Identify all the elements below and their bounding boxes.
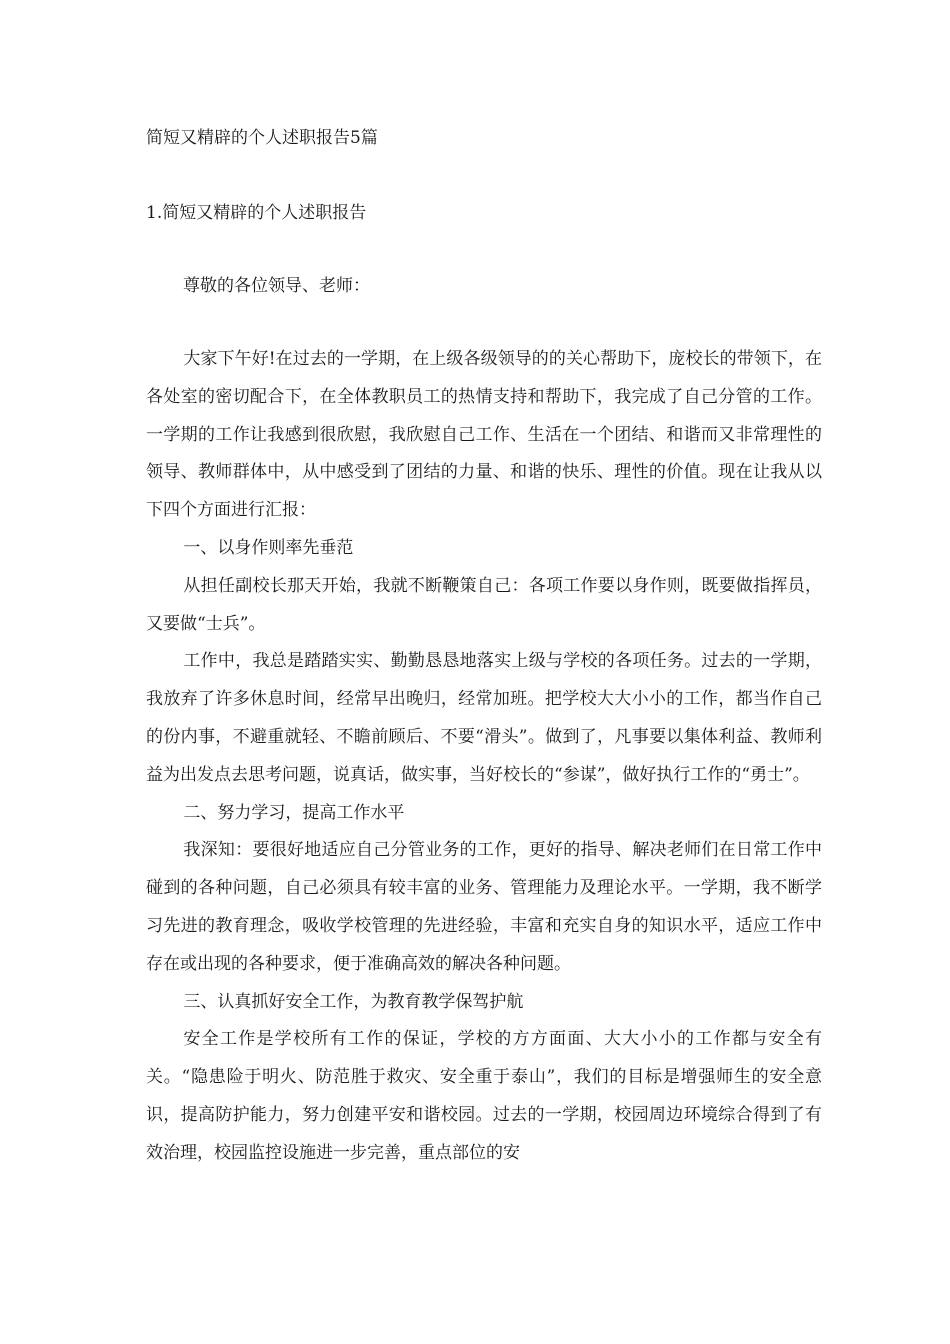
salutation: 尊敬的各位领导、老师： — [183, 276, 370, 296]
document-title: 简短又精辟的个人述职报告5篇 — [146, 128, 378, 148]
heading-safety-work: 三、认真抓好安全工作，为教育教学保驾护航 — [183, 991, 524, 1012]
paragraph: 安全工作是学校所有工作的保证，学校的方方面面、大大小小的工作都与安全有关。“隐患险于明火、防范胜于救灾、安全重于泰山”，我们的目标是增强师生的安全意识，提高防护能力，努力创建平安和谐校园。过去的一学期，校园周边环境综合得到了有效治理，校园监控设施进一步完善，重点部位的安 — [146, 1029, 822, 1163]
paragraph: 工作中，我总是踏踏实实、勤勤恳恳地落实上级与学校的各项任务。过去的一学期，我放弃了许多休息时间，经常早出晚归，经常加班。把学校大大小小的工作，都当作自己的份内事，不避重就轻、不瞻前顾后、不要“滑头”。做到了，凡事要以集体利益、教师利益为出发点去思考问题，说真话，做实事，当好校长的“参谋”，做好执行工作的“勇士”。 — [146, 651, 822, 785]
document-body — [146, 341, 822, 1173]
paragraph: 从担任副校长那天开始，我就不断鞭策自己：各项工作要以身作则，既要做指挥员，又要做“士兵”。 — [146, 575, 822, 634]
paragraph: 我深知：要很好地适应自己分管业务的工作，更好的指导、解决老师们在日常工作中碰到的各种问题，自己必须具有较丰富的业务、管理能力及理论水平。一学期，我不断学习先进的教育理念，吸收学校管理的先进经验，丰富和充实自身的知识水平，适应工作中存在或出现的各种要求，便于准确高效的解决各种问题。 — [146, 840, 822, 974]
section-title: 1.简短又精辟的个人述职报告 — [146, 203, 367, 223]
heading-study-hard: 二、努力学习，提高工作水平 — [183, 802, 405, 823]
heading-lead-by-example: 一、以身作则率先垂范 — [183, 537, 354, 558]
paragraph-greeting: 大家下午好!在过去的一学期，在上级各级领导的的关心帮助下，庞校长的带领下，在各处室的密切配合下，在全体教职员工的热情支持和帮助下，我完成了自己分管的工作。一学期的工作让我感到很欣慰，我欣慰自己工作、生活在一个团结、和谐而又非常理性的领导、教师群体中，从中感受到了团结的力量、和谐的快乐、理性的价值。现在让我从以下四个方面进行汇报： — [146, 349, 822, 521]
